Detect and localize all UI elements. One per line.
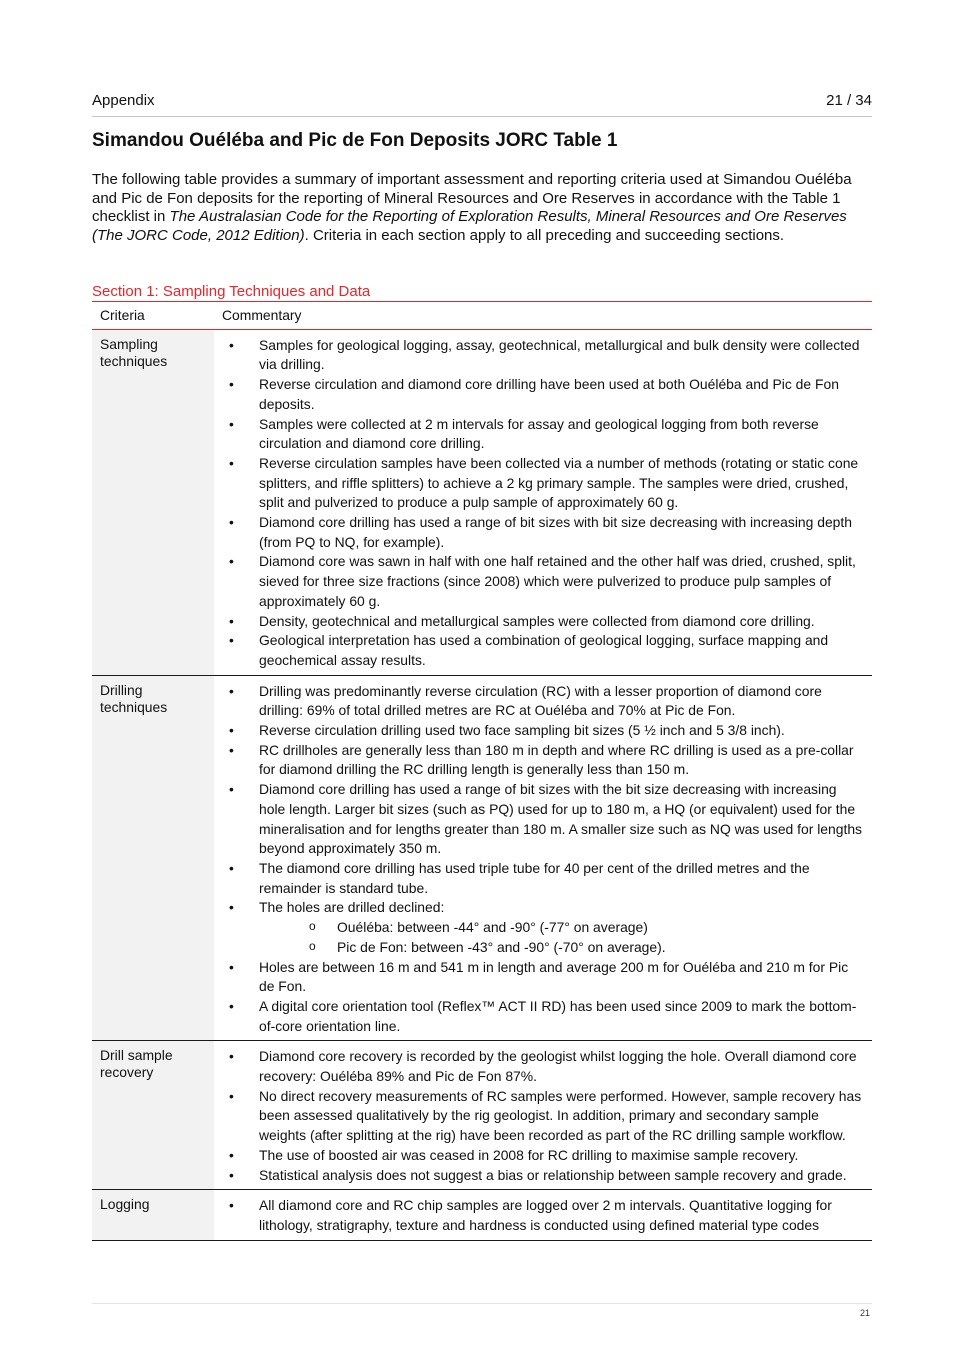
list-item: • Samples for geological logging, assay, geotechnical, metallurgical and bulk density were collected via drilling.: [222, 336, 864, 375]
list-item: • Diamond core recovery is recorded by the geologist whilst logging the hole. Overall diamond core recovery: Ouéléba 89% and Pic de Fon 87%.: [222, 1047, 864, 1086]
running-header: [92, 92, 872, 117]
table-header-row: [92, 304, 872, 329]
list-item: • Density, geotechnical and metallurgical samples were collected from diamond core drilling.: [222, 612, 864, 632]
section-heading: Section 1: Sampling Techniques and Data: [92, 283, 872, 302]
table-row: [92, 329, 872, 675]
list-item: • Drilling was predominantly reverse circulation (RC) with a lesser proportion of diamond core drilling: 69% of total drilled metres are RC at Ouéléba and 70% at Pic de Fon.: [222, 682, 864, 721]
intro-paragraph: [92, 171, 872, 245]
list-item: • Samples were collected at 2 m intervals for assay and geological logging from both reverse circulation and diamond core drilling.: [222, 415, 864, 454]
criteria-drilling-techniques: Drilling techniques: [92, 675, 214, 1041]
sub-list: [259, 918, 864, 957]
list-item: • Diamond core was sawn in half with one half retained and the other half was dried, crushed, split, sieved for three size fractions (since 2008) which were pulverized to produce pulp samples of approximately 60 g.: [222, 552, 864, 611]
page-number: 21: [860, 1308, 871, 1318]
criteria-drill-sample-recovery: Drill sample recovery: [92, 1041, 214, 1190]
criteria-column-header: Criteria: [92, 304, 214, 329]
bullet-list: [222, 682, 864, 1037]
header-page-count: 21 / 34: [826, 92, 872, 109]
bullet-list: [222, 1047, 864, 1185]
intro-text-after: . Criteria in each section apply to all preceding and succeeding sections.: [304, 226, 785, 244]
list-item: • The use of boosted air was ceased in 2008 for RC drilling to maximise sample recovery.: [222, 1146, 864, 1166]
intro-code-title: The Australasian Code for the Reporting of Exploration Results, Mineral Resources and Ore Reserves (The JORC Code, 2012 Edition): [92, 208, 847, 244]
table-row: [92, 1190, 872, 1240]
list-item: • A digital core orientation tool (Reflex™ ACT II RD) has been used since 2009 to mark the bottom-of-core orientation line.: [222, 997, 864, 1036]
list-item-text: The holes are drilled declined:: [259, 899, 445, 916]
list-item: [222, 898, 864, 957]
list-item: • Statistical analysis does not suggest a bias or relationship between sample recovery and grade.: [222, 1166, 864, 1186]
list-item: • Reverse circulation drilling used two face sampling bit sizes (5 ½ inch and 5 3/8 inch).: [222, 721, 864, 741]
list-item: • Reverse circulation and diamond core drilling have been used at both Ouéléba and Pic de Fon deposits.: [222, 375, 864, 414]
commentary-cell: [214, 329, 872, 675]
bullet-list: [222, 1196, 864, 1235]
commentary-column-header: Commentary: [214, 304, 872, 329]
header-section-label: Appendix: [92, 92, 155, 109]
list-item: • Diamond core drilling has used a range of bit sizes with the bit size decreasing with increasing hole length. Larger bit sizes (such as PQ) used for up to 180 m, a HQ (or equivalent) used for the mineralisation and for lengths greater than 180 m. A smaller size such as NQ was used for lengths beyond approximately 350 m.: [222, 780, 864, 859]
list-item: • The diamond core drilling has used triple tube for 40 per cent of the drilled metres and the remainder is standard tube.: [222, 859, 864, 898]
intro-text-before: The following table provides a summary of important assessment and reporting criteria used at Simandou Ouéléba and Pic de Fon deposits for the reporting of Mineral Resources and Ore Reserves in accordance with the Table 1 checklist in: [92, 171, 852, 226]
jorc-table: [92, 304, 872, 1241]
bullet-list: [222, 336, 864, 671]
list-item: • Geological interpretation has used a combination of geological logging, surface mapping and geochemical assay results.: [222, 631, 864, 670]
footer-divider: [92, 1303, 872, 1304]
list-item: • Diamond core drilling has used a range of bit sizes with bit size decreasing with increasing depth (from PQ to NQ, for example).: [222, 513, 864, 552]
list-item: • All diamond core and RC chip samples are logged over 2 m intervals. Quantitative logging for lithology, stratigraphy, texture and hardness is conducted using defined material type codes: [222, 1196, 864, 1235]
table-row: [92, 1041, 872, 1190]
sub-list-item: o Ouéléba: between -44° and -90° (-77° on average): [259, 918, 864, 938]
commentary-cell: [214, 1041, 872, 1190]
list-item: • No direct recovery measurements of RC samples were performed. However, sample recovery has been assessed qualitatively by the rig geologist. In addition, primary and secondary sample weights (after splitting at the rig) have been recorded as part of the RC drilling sample workflow.: [222, 1087, 864, 1146]
commentary-cell: [214, 1190, 872, 1240]
sub-list-item: o Pic de Fon: between -43° and -90° (-70° on average).: [259, 938, 864, 958]
document-title: Simandou Ouéléba and Pic de Fon Deposits JORC Table 1: [92, 130, 618, 151]
table-row: [92, 675, 872, 1041]
criteria-sampling-techniques: Sampling techniques: [92, 329, 214, 675]
list-item: • RC drillholes are generally less than 180 m in depth and where RC drilling is used as a pre-collar for diamond drilling the RC drilling length is generally less than 150 m.: [222, 741, 864, 780]
list-item: • Holes are between 16 m and 541 m in length and average 200 m for Ouéléba and 210 m for Pic de Fon.: [222, 958, 864, 997]
commentary-cell: [214, 675, 872, 1041]
criteria-logging: Logging: [92, 1190, 214, 1240]
list-item: • Reverse circulation samples have been collected via a number of methods (rotating or static cone splitters, and riffle splitters) to achieve a 2 kg primary sample. The samples were dried, crushed, split and pulverized to produce a pulp sample of approximately 60 g.: [222, 454, 864, 513]
